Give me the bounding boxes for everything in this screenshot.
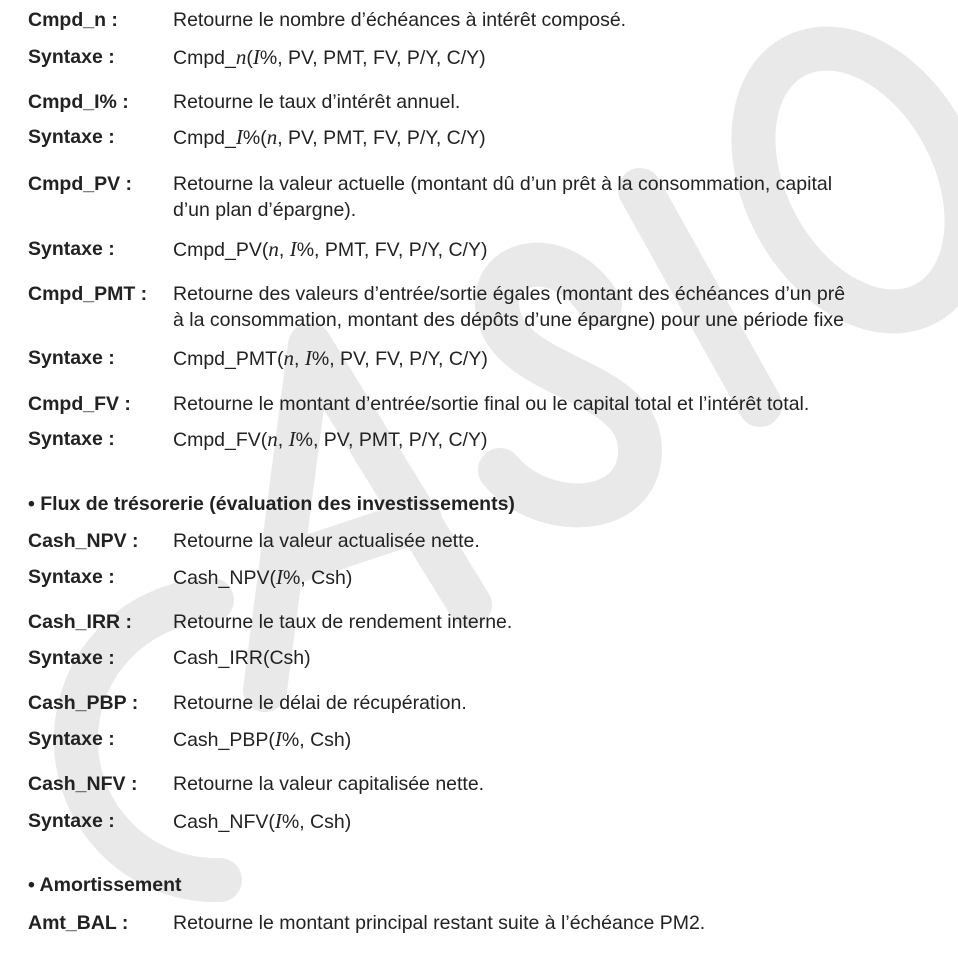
function-name: Cmpd_FV : (28, 393, 131, 415)
function-description: Retourne le délai de récupération. (173, 692, 467, 714)
syntax-text: Cmpd_FV(n, I%, PV, PMT, P/Y, C/Y) (173, 427, 488, 451)
syntax-text: Cmpd_I%(n, PV, PMT, FV, P/Y, C/Y) (173, 125, 486, 149)
function-description: Retourne la valeur actuelle (montant dû d’un prêt à la consommation, capital d’un plan d’épargne). (173, 173, 833, 221)
function-name: Cmpd_PMT : (28, 283, 148, 305)
function-description: Retourne le montant principal restant suite à l’échéance PM2. (173, 912, 706, 934)
function-description: Retourne la valeur actualisée nette. (173, 530, 480, 552)
function-description: Retourne le nombre d’échéances à intérêt composé. (173, 9, 627, 31)
syntax-label: Syntaxe : (28, 428, 115, 450)
syntax-text: Cash_PBP(I%, Csh) (173, 727, 352, 751)
function-name: Cash_NFV : (28, 773, 138, 795)
syntax-label: Syntaxe : (28, 728, 115, 750)
syntax-label: Syntaxe : (28, 238, 115, 260)
syntax-label: Syntaxe : (28, 46, 115, 68)
function-name: Cash_PBP : (28, 692, 139, 714)
cash-flow-heading: • Flux de trésorerie (évaluation des investissements) (28, 493, 515, 515)
function-description: Retourne la valeur capitalisée nette. (173, 773, 485, 795)
syntax-label: Syntaxe : (28, 347, 115, 369)
function-name: Cash_IRR : (28, 611, 133, 633)
syntax-label: Syntaxe : (28, 126, 115, 148)
function-description: Retourne le taux de rendement interne. (173, 611, 513, 633)
syntax-text: Cmpd_n(I%, PV, PMT, FV, P/Y, C/Y) (173, 45, 486, 69)
syntax-text: Cmpd_PMT(n, I%, PV, FV, P/Y, C/Y) (173, 346, 488, 370)
amortization-heading: • Amortissement (28, 874, 182, 896)
syntax-label: Syntaxe : (28, 810, 115, 832)
function-name: Cmpd_I% : (28, 91, 129, 113)
syntax-label: Syntaxe : (28, 566, 115, 588)
function-description: Retourne le montant d’entrée/sortie final ou le capital total et l’intérêt total. (173, 393, 810, 415)
syntax-text: Cash_NPV(I%, Csh) (173, 565, 353, 589)
syntax-text: Cash_IRR(Csh) (173, 647, 311, 669)
function-description: Retourne des valeurs d’entrée/sortie égales (montant des échéances d’un prê à la consommation, montant des dépôts d’une épargne) pour une période fixe (173, 283, 846, 331)
function-name: Amt_BAL : (28, 912, 129, 934)
function-name: Cmpd_PV : (28, 173, 133, 195)
syntax-label: Syntaxe : (28, 647, 115, 669)
function-name: Cash_NPV : (28, 530, 139, 552)
function-name: Cmpd_n : (28, 9, 118, 31)
function-description: Retourne le taux d’intérêt annuel. (173, 91, 461, 113)
syntax-text: Cash_NFV(I%, Csh) (173, 809, 352, 833)
syntax-text: Cmpd_PV(n, I%, PMT, FV, P/Y, C/Y) (173, 237, 488, 261)
